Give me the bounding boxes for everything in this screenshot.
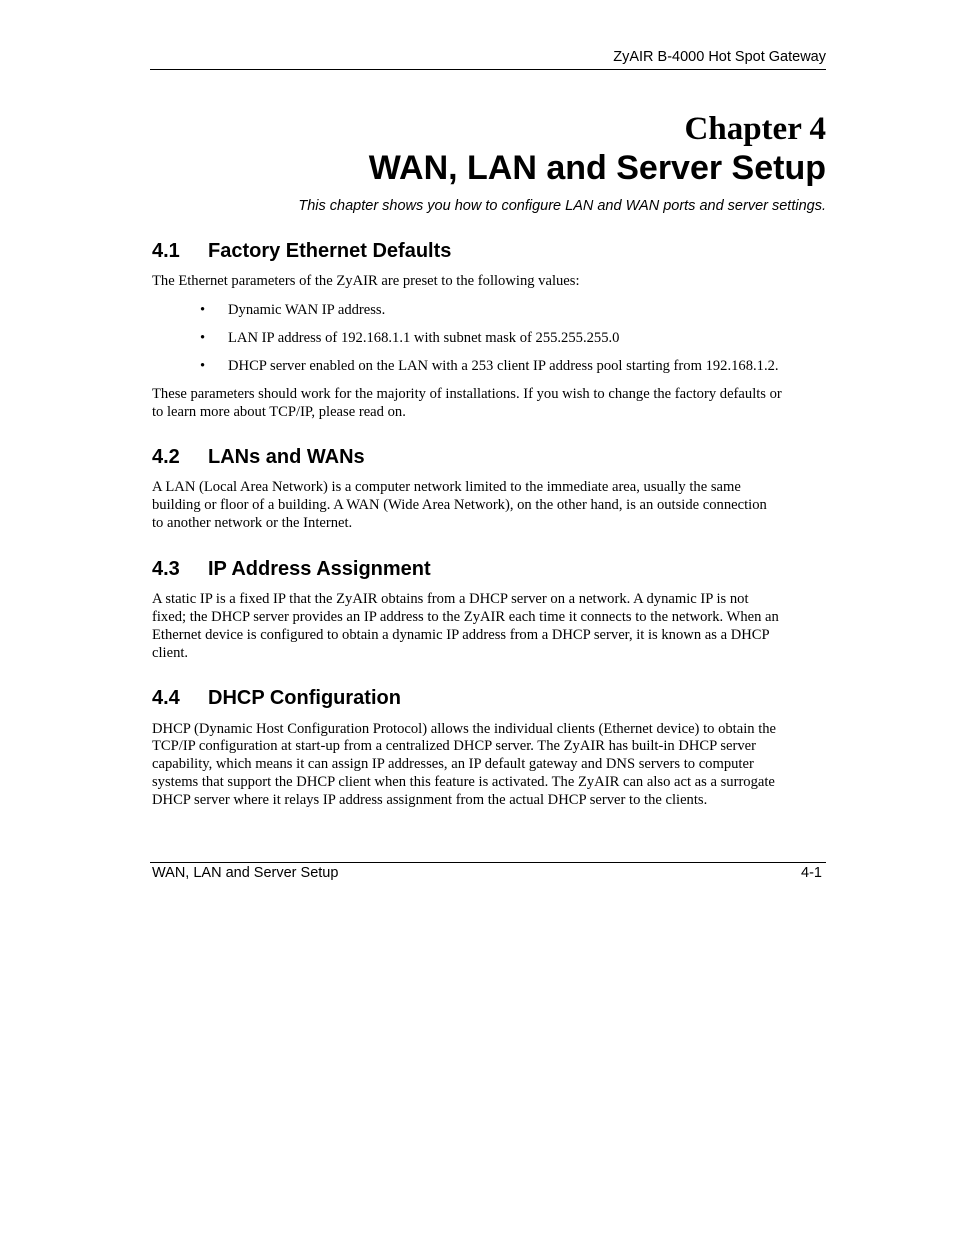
body-line: capability, which means it can assign IP addresses, an IP default gateway and DNS servers to computer [152, 756, 754, 772]
body-line: TCP/IP configuration at start-up from a centralized DHCP server. The ZyAIR has built-in DHCP server [152, 738, 757, 754]
section-title: Factory Ethernet Defaults [208, 240, 452, 262]
chapter-subtitle: This chapter shows you how to configure LAN and WAN ports and server settings. [298, 198, 826, 214]
body-line: client. [152, 645, 189, 661]
section-heading-4-4 [152, 686, 828, 710]
list-item-text: Dynamic WAN IP address. [228, 302, 386, 318]
section-number: 4.4 [152, 687, 180, 709]
bullet-icon: • [200, 330, 206, 346]
list-item-text: LAN IP address of 192.168.1.1 with subnet mask of 255.255.255.0 [228, 330, 620, 346]
body-line: DHCP (Dynamic Host Configuration Protocol) allows the individual clients (Ethernet device) to obtain the [152, 721, 777, 737]
section-outro-line: to learn more about TCP/IP, please read on. [152, 404, 406, 420]
section-number: 4.3 [152, 558, 180, 580]
section-intro: The Ethernet parameters of the ZyAIR are preset to the following values: [152, 273, 580, 289]
section-title: IP Address Assignment [208, 558, 431, 580]
footer-page-number: 4-1 [801, 865, 822, 881]
section-heading-4-1 [152, 239, 828, 263]
list-item-text: DHCP server enabled on the LAN with a 253 client IP address pool starting from 192.168.1.2. [228, 358, 779, 374]
section-title: LANs and WANs [208, 446, 365, 468]
body-line: A LAN (Local Area Network) is a computer network limited to the immediate area, usually the same [152, 479, 741, 495]
body-line: building or floor of a building. A WAN (Wide Area Network), on the other hand, is an outside connection [152, 497, 767, 513]
section-number: 4.1 [152, 240, 180, 262]
body-line: DHCP server where it relays IP address assignment from the actual DHCP server to the clients. [152, 792, 708, 808]
footer-rule [150, 862, 826, 863]
section-heading-4-3 [152, 557, 828, 581]
section-outro-line: These parameters should work for the majority of installations. If you wish to change the factory defaults or [152, 386, 782, 402]
body-line: Ethernet device is configured to obtain a dynamic IP address from a DHCP server, it is known as a DHCP [152, 627, 770, 643]
section-heading-4-2 [152, 445, 828, 469]
bullet-icon: • [200, 358, 206, 374]
body-line: to another network or the Internet. [152, 515, 353, 531]
section-title: DHCP Configuration [208, 687, 401, 709]
body-line: systems that support the DHCP client when this feature is activated. The ZyAIR can also act as a surrogate [152, 774, 775, 790]
body-line: fixed; the DHCP server provides an IP address to the ZyAIR each time it connects to the network. When an [152, 609, 779, 625]
header-rule [150, 69, 826, 70]
chapter-number: Chapter 4 [684, 111, 826, 147]
body-line: A static IP is a fixed IP that the ZyAIR obtains from a DHCP server on a network. A dynamic IP is not [152, 591, 749, 607]
section-number: 4.2 [152, 446, 180, 468]
bullet-icon: • [200, 302, 206, 318]
chapter-title: WAN, LAN and Server Setup [368, 149, 826, 187]
running-header: ZyAIR B-4000 Hot Spot Gateway [613, 49, 826, 65]
footer-section-title: WAN, LAN and Server Setup [152, 865, 339, 881]
